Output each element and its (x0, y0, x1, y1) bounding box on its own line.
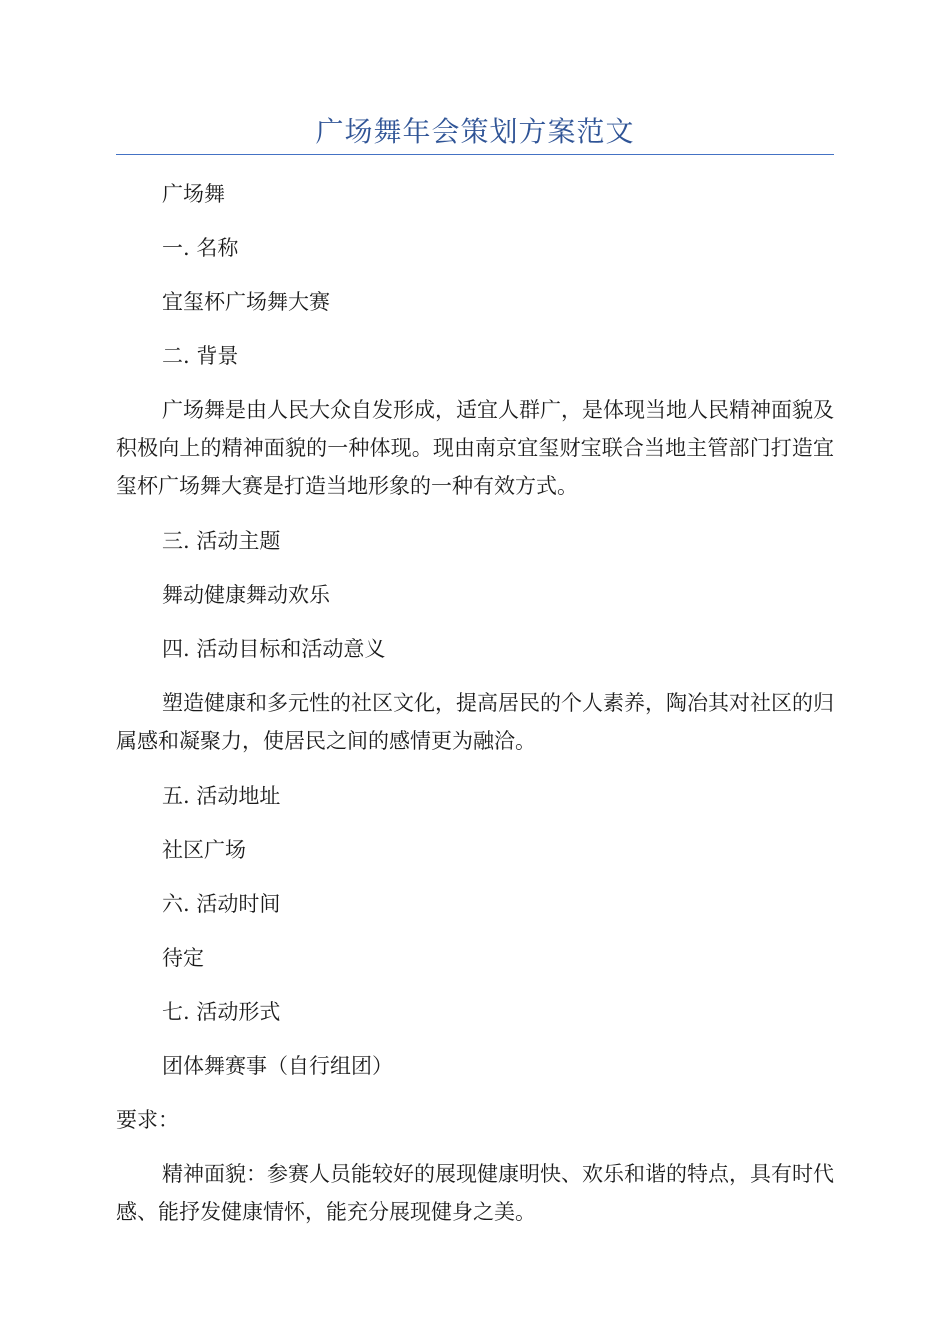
heading-time: 六. 活动时间 (162, 892, 281, 916)
heading-name: 一. 名称 (162, 236, 239, 260)
heading-location: 五. 活动地址 (162, 784, 281, 808)
heading-theme: 三. 活动主题 (162, 529, 281, 553)
paragraph-requirements: 精神面貌：参赛人员能较好的展现健康明快、欢乐和谐的特点，具有时代感、能抒发健康情怀，能充分展现健身之美。 (116, 1162, 834, 1224)
paragraph-background: 广场舞是由人民大众自发形成，适宜人群广，是体现当地人民精神面貌及积极向上的精神面貌的一种体现。现由南京宜玺财宝联合当地主管部门打造宜玺杯广场舞大赛是打造当地形象的一种有效方式。 (116, 398, 834, 498)
paragraph-theme: 舞动健康舞动欢乐 (162, 583, 330, 607)
paragraph-intro: 广场舞 (162, 182, 225, 206)
paragraph-location: 社区广场 (162, 838, 246, 862)
heading-background: 二. 背景 (162, 344, 239, 368)
paragraph-format: 团体舞赛事（自行组团） (162, 1054, 393, 1078)
heading-format: 七. 活动形式 (162, 1000, 281, 1024)
paragraph-goals: 塑造健康和多元性的社区文化，提高居民的个人素养，陶冶其对社区的归属感和凝聚力，使居民之间的感情更为融洽。 (116, 691, 834, 753)
document-title: 广场舞年会策划方案范文 (315, 115, 635, 148)
paragraph-name: 宜玺杯广场舞大赛 (162, 290, 330, 314)
heading-goals: 四. 活动目标和活动意义 (162, 637, 386, 661)
title-underline (116, 154, 834, 155)
heading-requirements: 要求： (116, 1108, 179, 1132)
paragraph-time: 待定 (162, 946, 204, 970)
